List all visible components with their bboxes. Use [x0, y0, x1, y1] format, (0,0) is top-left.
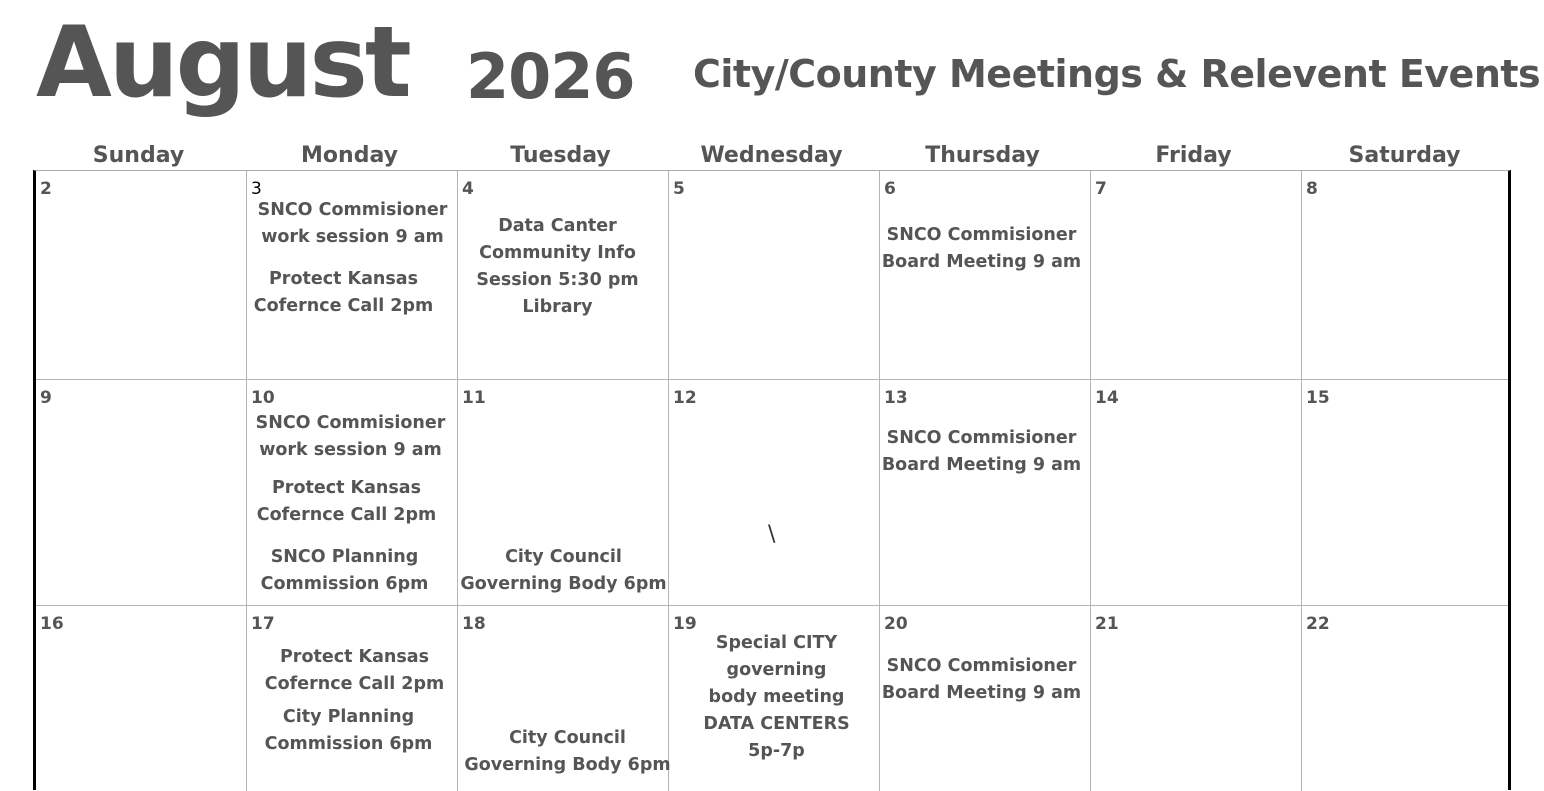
day-cell[interactable]: [880, 606, 1091, 791]
day-number: 7: [1095, 179, 1107, 199]
day-cell[interactable]: [669, 606, 880, 791]
weekday-monday: Monday: [301, 143, 398, 168]
event-item: SNCO Planning Commission 6pm: [260, 547, 429, 594]
calendar-subtitle: City/County Meetings & Relevent Events: [693, 52, 1541, 96]
day-cell[interactable]: [1302, 171, 1508, 380]
day-cell[interactable]: [247, 380, 458, 606]
day-number: 5: [673, 179, 685, 199]
day-number: 11: [462, 388, 486, 408]
weekday-tuesday: Tuesday: [510, 143, 611, 168]
event-item: Protect Kansas Cofernce Call 2pm: [264, 647, 445, 694]
calendar-month-title: August: [36, 6, 409, 120]
day-cell[interactable]: [458, 380, 669, 606]
event-item: SNCO Commisioner work session 9 am: [257, 200, 448, 247]
day-cell[interactable]: [669, 380, 880, 606]
weekday-wednesday: Wednesday: [700, 143, 843, 168]
event-item: City Council Governing Body 6pm: [464, 728, 671, 775]
event-item: SNCO Commisioner Board Meeting 9 am: [881, 656, 1082, 703]
day-number: 18: [462, 614, 486, 634]
event-item: Protect Kansas Cofernce Call 2pm: [253, 269, 434, 316]
weekday-saturday: Saturday: [1348, 143, 1461, 168]
weekday-friday: Friday: [1155, 143, 1232, 168]
day-cell[interactable]: [458, 606, 669, 791]
stray-mark: \: [768, 522, 776, 547]
event-item: Data Canter Community Info Session 5:30 pm Library: [476, 216, 639, 317]
day-number: 16: [40, 614, 64, 634]
day-number: 13: [884, 388, 908, 408]
day-number: 4: [462, 179, 474, 199]
day-number: 17: [251, 614, 275, 634]
day-number: 9: [40, 388, 52, 408]
day-number: 14: [1095, 388, 1119, 408]
day-cell[interactable]: [1302, 606, 1508, 791]
day-cell[interactable]: [36, 380, 247, 606]
day-number: 10: [251, 388, 275, 408]
day-number: 2: [40, 179, 52, 199]
day-number: 12: [673, 388, 697, 408]
event-item: City Council Governing Body 6pm: [460, 547, 667, 594]
event-item: SNCO Commisioner Board Meeting 9 am: [881, 225, 1082, 272]
calendar-year: 2026: [466, 40, 635, 113]
day-cell[interactable]: [458, 171, 669, 380]
day-number: 19: [673, 614, 697, 634]
day-cell[interactable]: [1302, 380, 1508, 606]
day-number: 3: [251, 179, 262, 199]
day-cell[interactable]: [36, 606, 247, 791]
day-number: 6: [884, 179, 896, 199]
weekday-header-row: [33, 141, 1511, 171]
day-cell[interactable]: [1091, 171, 1302, 380]
day-cell[interactable]: [880, 171, 1091, 380]
weekday-thursday: Thursday: [925, 143, 1040, 168]
weekday-sunday: Sunday: [92, 143, 185, 168]
day-cell[interactable]: [247, 606, 458, 791]
event-item: Protect Kansas Cofernce Call 2pm: [256, 478, 437, 525]
day-number: 20: [884, 614, 908, 634]
day-number: 21: [1095, 614, 1119, 634]
day-cell[interactable]: [880, 380, 1091, 606]
event-item: Special CITY governing body meeting DATA CENTERS 5p-7p: [703, 633, 850, 761]
day-number: 15: [1306, 388, 1330, 408]
day-number: 8: [1306, 179, 1318, 199]
day-cell[interactable]: [247, 171, 458, 380]
day-number: 22: [1306, 614, 1330, 634]
day-cell[interactable]: [1091, 606, 1302, 791]
event-item: SNCO Commisioner work session 9 am: [255, 413, 446, 460]
day-cell[interactable]: [669, 171, 880, 380]
event-item: SNCO Commisioner Board Meeting 9 am: [881, 428, 1082, 475]
day-cell[interactable]: [36, 171, 247, 380]
day-cell[interactable]: [1091, 380, 1302, 606]
calendar-grid: [33, 170, 1511, 790]
event-item: City Planning Commission 6pm: [264, 707, 433, 754]
